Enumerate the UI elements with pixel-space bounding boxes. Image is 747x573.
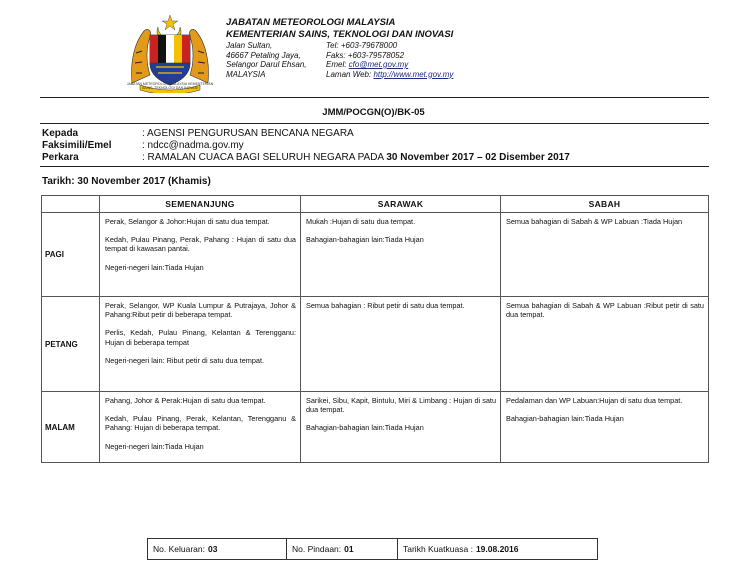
forecast-line: Bahagian-bahagian lain:Tiada Hujan (306, 423, 424, 433)
kepada-label: Kepada (42, 128, 79, 139)
cell-pagi-sarawak (301, 213, 501, 297)
address-line: Selangor Darul Ehsan, (226, 60, 307, 69)
forecast-line: Bahagian-bahagian lain:Tiada Hujan (306, 235, 424, 245)
email-label: Emel: (326, 60, 349, 69)
keluaran-cell (148, 539, 287, 559)
crest-caption: JABATAN METEOROLOGI MALAYSIA KEMENTERIAN SAINS, TEKNOLOGI DAN INOVASI (126, 82, 214, 90)
document-number: JMM/POCGN(O)/BK-05 (322, 107, 425, 118)
forecast-line: Semua bahagian : Ribut petir di satu dua tempat. (306, 301, 465, 310)
web-link[interactable]: http://www.met.gov.my (373, 69, 454, 79)
malaysia-crest-icon (126, 13, 214, 93)
contact-block (326, 41, 453, 79)
web-label: Laman Web: (326, 69, 374, 79)
table-row-petang (42, 297, 709, 392)
forecast-table (41, 195, 709, 463)
cell-malam-sarawak (301, 392, 501, 463)
perkara-dates: 30 November 2017 – 02 Disember 2017 (386, 152, 570, 163)
org-header (226, 17, 453, 40)
tel-line: Tel: +603-79678000 (326, 41, 398, 50)
header-divider (40, 97, 709, 98)
forecast-line: Pedalaman dan WP Labuan:Hujan di satu dua tempat. (506, 396, 683, 405)
subject-divider (40, 166, 709, 167)
cell-pagi-sabah (501, 213, 709, 297)
col-header-sabah: SABAH (501, 196, 709, 213)
forecast-line: Kedah, Pulau Pinang, Perak, Kelantan, Terengganu & Pahang: Hujan di beberapa tempat. (105, 414, 296, 433)
org-name: JABATAN METEOROLOGI MALAYSIA (226, 17, 396, 28)
keluaran-label: No. Keluaran: (153, 544, 205, 554)
perkara-text: : RAMALAN CUACA BAGI SELURUH NEGARA PADA (142, 152, 387, 163)
forecast-line: Negeri-negeri lain:Tiada Hujan (105, 262, 204, 272)
forecast-line: Semua bahagian di Sabah & WP Labuan :Ribut petir di satu dua tempat. (506, 301, 704, 320)
email-link[interactable]: cfo@met.gov.my (348, 60, 409, 69)
perkara-value (142, 152, 570, 164)
cell-petang-semenanjung (100, 297, 301, 392)
cell-pagi-semenanjung (100, 213, 301, 297)
address-line: Jalan Sultan, (226, 41, 273, 50)
forecast-line: Bahagian-bahagian lain:Tiada Hujan (506, 414, 624, 424)
table-row-pagi (42, 213, 709, 297)
address-line: MALAYSIA (226, 69, 266, 79)
address-line: 46667 Petaling Jaya, (226, 50, 301, 60)
fax-line: Faks: +603-79578052 (326, 50, 405, 60)
forecast-line: Negeri-negeri lain: Ribut petir di satu dua tempat. (105, 355, 264, 365)
forecast-line: Kedah, Pulau Pinang, Perak, Pahang : Hujan di satu dua tempat di kawasan pantai. (105, 235, 296, 254)
cell-malam-semenanjung (100, 392, 301, 463)
cell-petang-sarawak (301, 297, 501, 392)
row-label-malam: MALAM (42, 392, 100, 463)
forecast-line: Mukah :Hujan di satu dua tempat. (306, 217, 416, 226)
web-line (326, 70, 453, 80)
forecast-line: Perlis, Kedah, Pulau Pinang, Kelantan & Terengganu: Hujan di beberapa tempat (105, 328, 296, 347)
kuatkuasa-label: Tarikh Kuatkuasa : (403, 544, 473, 554)
forecast-line: Sarikei, Sibu, Kapit, Bintulu, Miri & Limbang : Hujan di satu dua tempat. (306, 396, 496, 415)
kuatkuasa-value: 19.08.2016 (475, 544, 519, 554)
pindaan-value: 01 (344, 544, 354, 554)
cell-petang-sabah (501, 297, 709, 392)
docno-divider (40, 123, 709, 124)
ministry-name: KEMENTERIAN SAINS, TEKNOLOGI DAN INOVASI (226, 28, 454, 40)
forecast-line: Negeri-negeri lain:Tiada Hujan (105, 441, 204, 451)
col-header-sarawak: SARAWAK (301, 196, 501, 213)
corner-cell (42, 196, 100, 213)
table-header-row (42, 196, 709, 213)
perkara-label: Perkara (42, 152, 79, 163)
pindaan-label: No. Pindaan: (292, 544, 342, 554)
fax-value: : ndcc@nadma.gov.my (142, 140, 244, 151)
row-label-petang: PETANG (42, 297, 100, 392)
table-row-malam (42, 392, 709, 463)
keluaran-value: 03 (207, 544, 218, 554)
forecast-line: Pahang, Johor & Perak:Hujan di satu dua tempat. (105, 396, 266, 405)
email-line (326, 60, 453, 70)
forecast-line: Perak, Selangor, WP Kuala Lumpur & Putrajaya, Johor & Pahang:Ribut petir di beberapa tempat. (105, 301, 296, 320)
address-block (226, 41, 307, 79)
forecast-line: Semua bahagian di Sabah & WP Labuan :Tiada Hujan (506, 217, 683, 226)
pindaan-cell (287, 539, 398, 559)
document-control-box (147, 538, 598, 560)
kepada-value: : AGENSI PENGURUSAN BENCANA NEGARA (142, 128, 354, 139)
row-label-pagi: PAGI (42, 213, 100, 297)
cell-malam-sabah (501, 392, 709, 463)
date-line: Tarikh: 30 November 2017 (Khamis) (42, 176, 211, 187)
kuatkuasa-cell (398, 539, 597, 559)
fax-label: Faksimili/Emel (42, 140, 112, 151)
forecast-line: Perak, Selangor & Johor:Hujan di satu dua tempat. (105, 217, 270, 226)
col-header-semenanjung: SEMENANJUNG (100, 196, 301, 213)
